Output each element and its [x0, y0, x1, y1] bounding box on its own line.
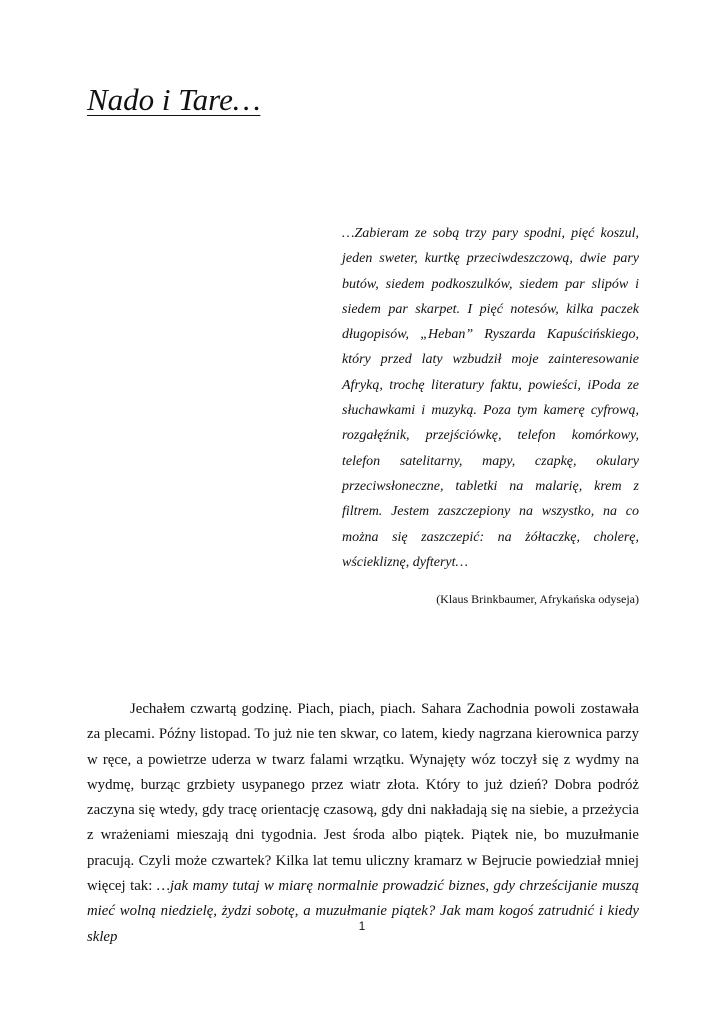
paragraph-text: Jechałem czwartą godzinę. Piach, piach, piach. Sahara Zachodnia powoli zostawała za plecami. Późny listopad. To już nie ten skwar, co latem, kiedy nagrzana kierownica parzy w ręce, a powietrze uderza w twarz falami wrzątku. Wynajęty wóz toczył się z wydmy na wydmę, burząc grzbiety usypanego przez wiatr złota. Który to już dzień? Dobra podróż zaczyna się wtedy, gdy tracę orientację czasową, gdy dni nakładają się na siebie, a przeżycia z wrażeniami mieszają dni tygodnia. Jest środa albo piątek. Piątek nie, bo muzułmanie pracują. Czyli może czwartek? Kilka lat temu uliczny kramarz w Bejrucie powiedział mniej więcej tak:: [87, 701, 639, 895]
body-paragraph: [87, 697, 639, 950]
page-number: 1: [358, 919, 366, 933]
inline-quote: …jak mamy tutaj w miarę normalnie prowadzić biznes, gdy chrześcijanie muszą mieć wolną niedzielę, żydzi sobotę, a muzułmanie piątek? Jak mam kogoś zatrudnić i kiedy sklep: [87, 878, 639, 945]
page-title: Nado i Tare…: [87, 82, 261, 117]
epigraph-quote: …Zabieram ze sobą trzy pary spodni, pięć koszul, jeden sweter, kurtkę przeciwdeszczową, dwie pary butów, siedem podkoszulków, siedem par slipów i siedem par skarpet. I pięć notesów, kilka paczek długopisów, „Heban” Ryszarda Kapuścińskiego, który przed laty wzbudził moje zainteresowanie Afryką, trochę literatury faktu, powieści, iPoda ze słuchawkami i muzyką. Poza tym kamerę cyfrową, rozgałęźnik, przejściówkę, telefon komórkowy, telefon satelitarny, mapy, czapkę, okulary przeciwsłoneczne, tabletki na malarię, krem z filtrem. Jestem zaszczepiony na wszystko, na co można się zaszczepić: na żółtaczkę, cholerę, wściekliznę, dyfteryt…: [342, 226, 639, 570]
epigraph-attribution: (Klaus Brinkbaumer, Afrykańska odyseja): [436, 592, 639, 606]
